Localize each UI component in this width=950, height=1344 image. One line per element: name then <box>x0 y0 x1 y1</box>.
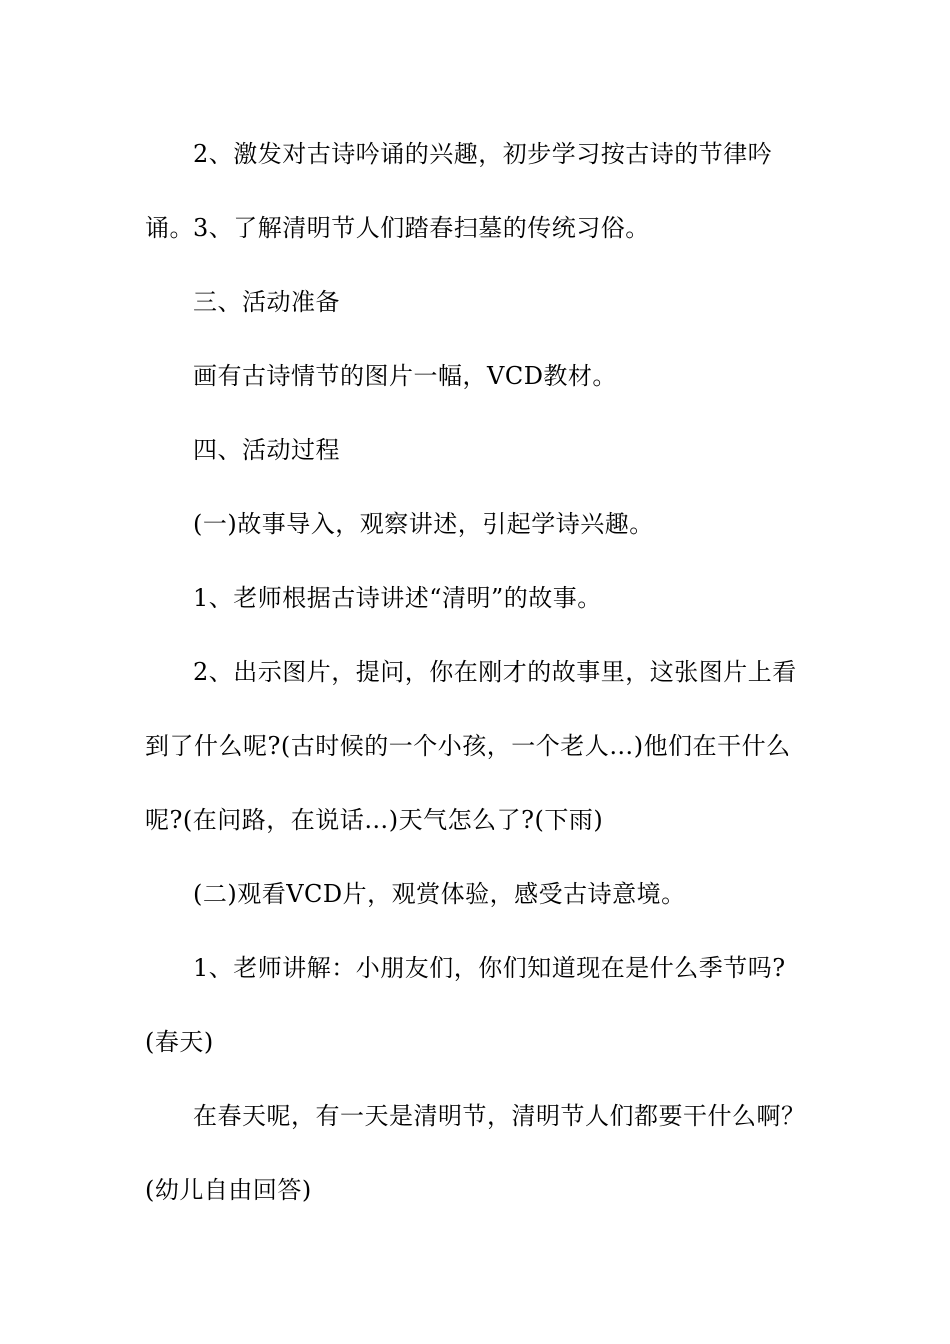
paragraph-goal-2: 2、激发对古诗吟诵的兴趣，初步学习按古诗的节律吟诵。 <box>145 140 773 242</box>
paragraph-spring-question: 在春天呢，有一天是清明节，清明节人们都要干什么啊？(幼儿自由回答) <box>145 1102 806 1204</box>
paragraph-preparation: 画有古诗情节的图片一幅，VCD教材。 <box>193 362 617 390</box>
paragraph-goal-3: 3、了解清明节人们踏春扫墓的传统习俗。 <box>193 214 650 242</box>
paragraph-teacher-explain: 1、老师讲解：小朋友们，你们知道现在是什么季节吗?(春天) <box>145 954 786 1056</box>
paragraph-step-1: 1、老师根据古诗讲述“清明”的故事。 <box>193 584 602 612</box>
subheading-vcd-watch: (二)观看VCD片，观赏体验，感受古诗意境。 <box>193 880 686 908</box>
subheading-story-intro: (一)故事导入，观察讲述，引起学诗兴趣。 <box>193 510 654 538</box>
section-heading-process: 四、活动过程 <box>193 436 340 464</box>
section-heading-preparation: 三、活动准备 <box>193 288 340 316</box>
paragraph-step-2: 2、出示图片，提问，你在刚才的故事里，这张图片上看到了什么呢?(古时候的一个小孩，一个老人…)他们在干什么呢?(在问路，在说话…)天气怎么了?(下雨) <box>145 658 797 834</box>
